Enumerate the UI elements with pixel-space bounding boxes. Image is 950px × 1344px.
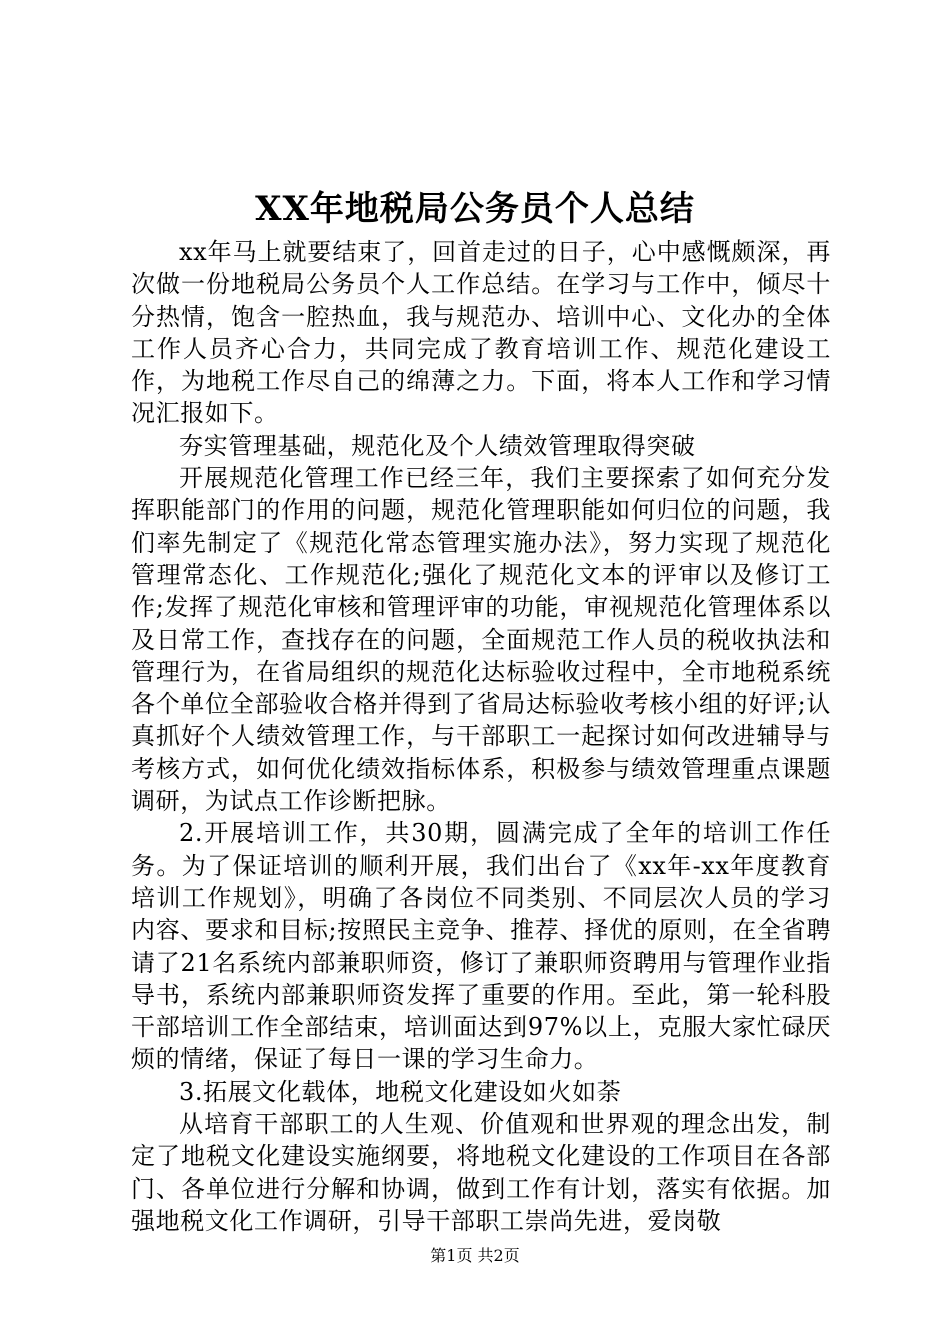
paragraph-intro: xx年马上就要结束了，回首走过的日子，心中感慨颇深，再次做一份地税局公务员个人工作总结。在学习与工作中，倾尽十分热情，饱含一腔热血，我与规范办、培训中心、文化办的全体工作人员齐心合力，共同完成了教育培训工作、规范化建设工作，为地税工作尽自己的绵薄之力。下面，将本人工作和学习情况汇报如下。 xyxy=(131,238,831,428)
page-footer: 第1页 共2页 xyxy=(430,1246,520,1265)
document-body xyxy=(131,236,831,1237)
document-title: XX年地税局公务员个人总结 xyxy=(255,189,695,229)
paragraph-standardization: 开展规范化管理工作已经三年，我们主要探索了如何充分发挥职能部门的作用的问题，规范化管理职能如何归位的问题，我们率先制定了《规范化常态管理实施办法》，努力实现了规范化管理常态化、工作规范化;强化了规范化文本的评审以及修订工作;发挥了规范化审核和管理评审的功能，审视规范化管理体系以及日常工作，查找存在的问题，全面规范工作人员的税收执法和管理行为，在省局组织的规范化达标验收过程中，全市地税系统各个单位全部验收合格并得到了省局达标验收考核小组的好评;认真抓好个人绩效管理工作，与干部职工一起探讨如何改进辅导与考核方式，如何优化绩效指标体系，积极参与绩效管理重点课题调研，为试点工作诊断把脉。 xyxy=(131,464,831,816)
paragraph-training: 2.开展培训工作，共30期，圆满完成了全年的培训工作任务。为了保证培训的顺利开展，我们出台了《xx年-xx年度教育培训工作规划》，明确了各岗位不同类别、不同层次人员的学习内容、要求和目标;按照民主竞争、推荐、择优的原则，在全省聘请了21名系统内部兼职师资，修订了兼职师资聘用与管理作业指导书，系统内部兼职师资发挥了重要的作用。至此，第一轮科股干部培训工作全部结束，培训面达到97%以上，克服大家忙碌厌烦的情绪，保证了每日一课的学习生命力。 xyxy=(131,819,831,1074)
paragraph-heading-1: 夯实管理基础，规范化及个人绩效管理取得突破 xyxy=(179,431,696,460)
paragraph-culture: 从培育干部职工的人生观、价值观和世界观的理念出发，制定了地税文化建设实施纲要，将地税文化建设的工作项目在各部门、各单位进行分解和协调，做到工作有计划，落实有依据。加强地税文化工作调研，引导干部职工崇尚先进，爱岗敬 xyxy=(131,1110,831,1235)
paragraph-heading-3: 3.拓展文化载体，地税文化建设如火如荼 xyxy=(179,1077,622,1106)
